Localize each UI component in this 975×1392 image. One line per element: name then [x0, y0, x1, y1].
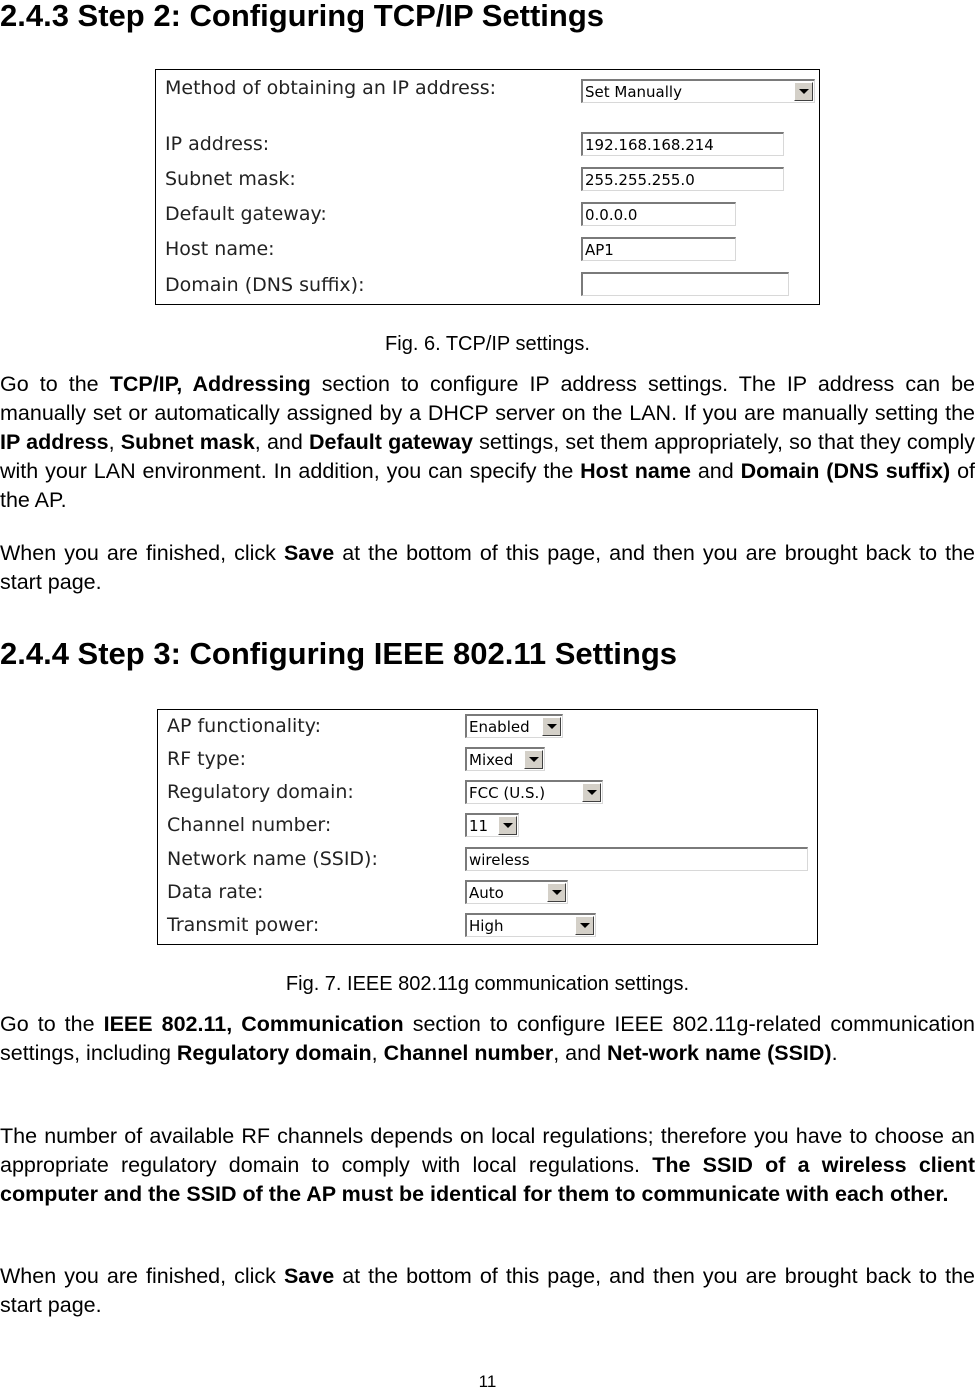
chevron-down-icon[interactable]	[575, 916, 594, 935]
host-name-input[interactable]: AP1	[581, 237, 736, 261]
channel-number-select[interactable]	[465, 813, 519, 837]
figure-caption-7: Fig. 7. IEEE 802.11g communication settings.	[285, 973, 690, 995]
rf-type-label: RF type:	[167, 748, 247, 770]
channel-number-value: 11	[469, 817, 489, 835]
host-name-label: Host name:	[165, 238, 275, 260]
transmit-power-value: High	[469, 917, 504, 935]
section-heading-ieee: 2.4.4 Step 3: Configuring IEEE 802.11 Settings	[0, 636, 678, 671]
ap-functionality-label: AP functionality:	[167, 715, 322, 737]
paragraph-ieee-intro: Go to the IEEE 802.11, Communication section to configure IEEE 802.11g-related communication settings, including Regulatory domain, Channel number, and Net-work name (SSID).	[0, 1012, 975, 1065]
domain-label: Domain (DNS suffix):	[165, 274, 365, 296]
data-rate-select[interactable]	[465, 880, 568, 904]
section-heading-tcpip: 2.4.3 Step 2: Configuring TCP/IP Settings	[0, 0, 605, 33]
channel-number-label: Channel number:	[167, 814, 332, 836]
method-select-value: Set Manually	[585, 83, 682, 101]
rf-type-value: Mixed	[469, 751, 514, 769]
regulatory-domain-value: FCC (U.S.)	[469, 784, 546, 802]
ip-address-label: IP address:	[165, 133, 270, 155]
ieee-settings-panel	[157, 709, 818, 945]
tcpip-settings-panel	[155, 69, 820, 305]
chevron-down-icon[interactable]	[498, 816, 517, 835]
rf-type-select[interactable]	[465, 747, 545, 771]
subnet-mask-label: Subnet mask:	[165, 168, 296, 190]
ssid-label: Network name (SSID):	[167, 848, 378, 870]
default-gateway-input[interactable]: 0.0.0.0	[581, 202, 736, 226]
paragraph-tcpip-intro: Go to the TCP/IP, Addressing section to configure IP address settings. The IP address can be manually set or automatically assigned by a DHCP server on the LAN. If you are manually setting the IP address, Subnet mask, and Default gateway settings, set them appropriately, so that they comply with your LAN environment. In addition, you can specify the Host name and Domain (DNS suffix) of the AP.	[0, 372, 975, 512]
transmit-power-label: Transmit power:	[167, 914, 320, 936]
transmit-power-select[interactable]	[465, 913, 596, 937]
subnet-mask-input[interactable]: 255.255.255.0	[581, 167, 784, 191]
data-rate-label: Data rate:	[167, 881, 264, 903]
method-label: Method of obtaining an IP address:	[165, 77, 497, 99]
data-rate-value: Auto	[469, 884, 504, 902]
chevron-down-icon[interactable]	[794, 82, 813, 101]
regulatory-domain-select[interactable]	[465, 780, 603, 804]
chevron-down-icon[interactable]	[582, 783, 601, 802]
domain-input[interactable]	[581, 272, 789, 296]
paragraph-ieee-save: When you are finished, click Save at the bottom of this page, and then you are brought back to the start page.	[0, 1264, 975, 1317]
default-gateway-label: Default gateway:	[165, 203, 327, 225]
figure-caption-6: Fig. 6. TCP/IP settings.	[385, 333, 590, 355]
ap-functionality-select[interactable]	[465, 714, 563, 738]
paragraph-tcpip-save: When you are finished, click Save at the bottom of this page, and then you are brought back to the start page.	[0, 541, 975, 594]
method-select[interactable]	[581, 79, 815, 103]
regulatory-domain-label: Regulatory domain:	[167, 781, 354, 803]
page-number: 11	[478, 1372, 497, 1391]
chevron-down-icon[interactable]	[542, 717, 561, 736]
ap-functionality-value: Enabled	[469, 718, 530, 736]
ip-address-input[interactable]: 192.168.168.214	[581, 132, 784, 156]
chevron-down-icon[interactable]	[524, 750, 543, 769]
ssid-input[interactable]: wireless	[465, 847, 808, 871]
chevron-down-icon[interactable]	[547, 883, 566, 902]
paragraph-ieee-ssid-note: The number of available RF channels depends on local regulations; therefore you have to choose an appropriate regulatory domain to comply with local regulations. The SSID of a wireless client computer and the SSID of the AP must be identical for them to communicate with each other.	[0, 1124, 975, 1206]
